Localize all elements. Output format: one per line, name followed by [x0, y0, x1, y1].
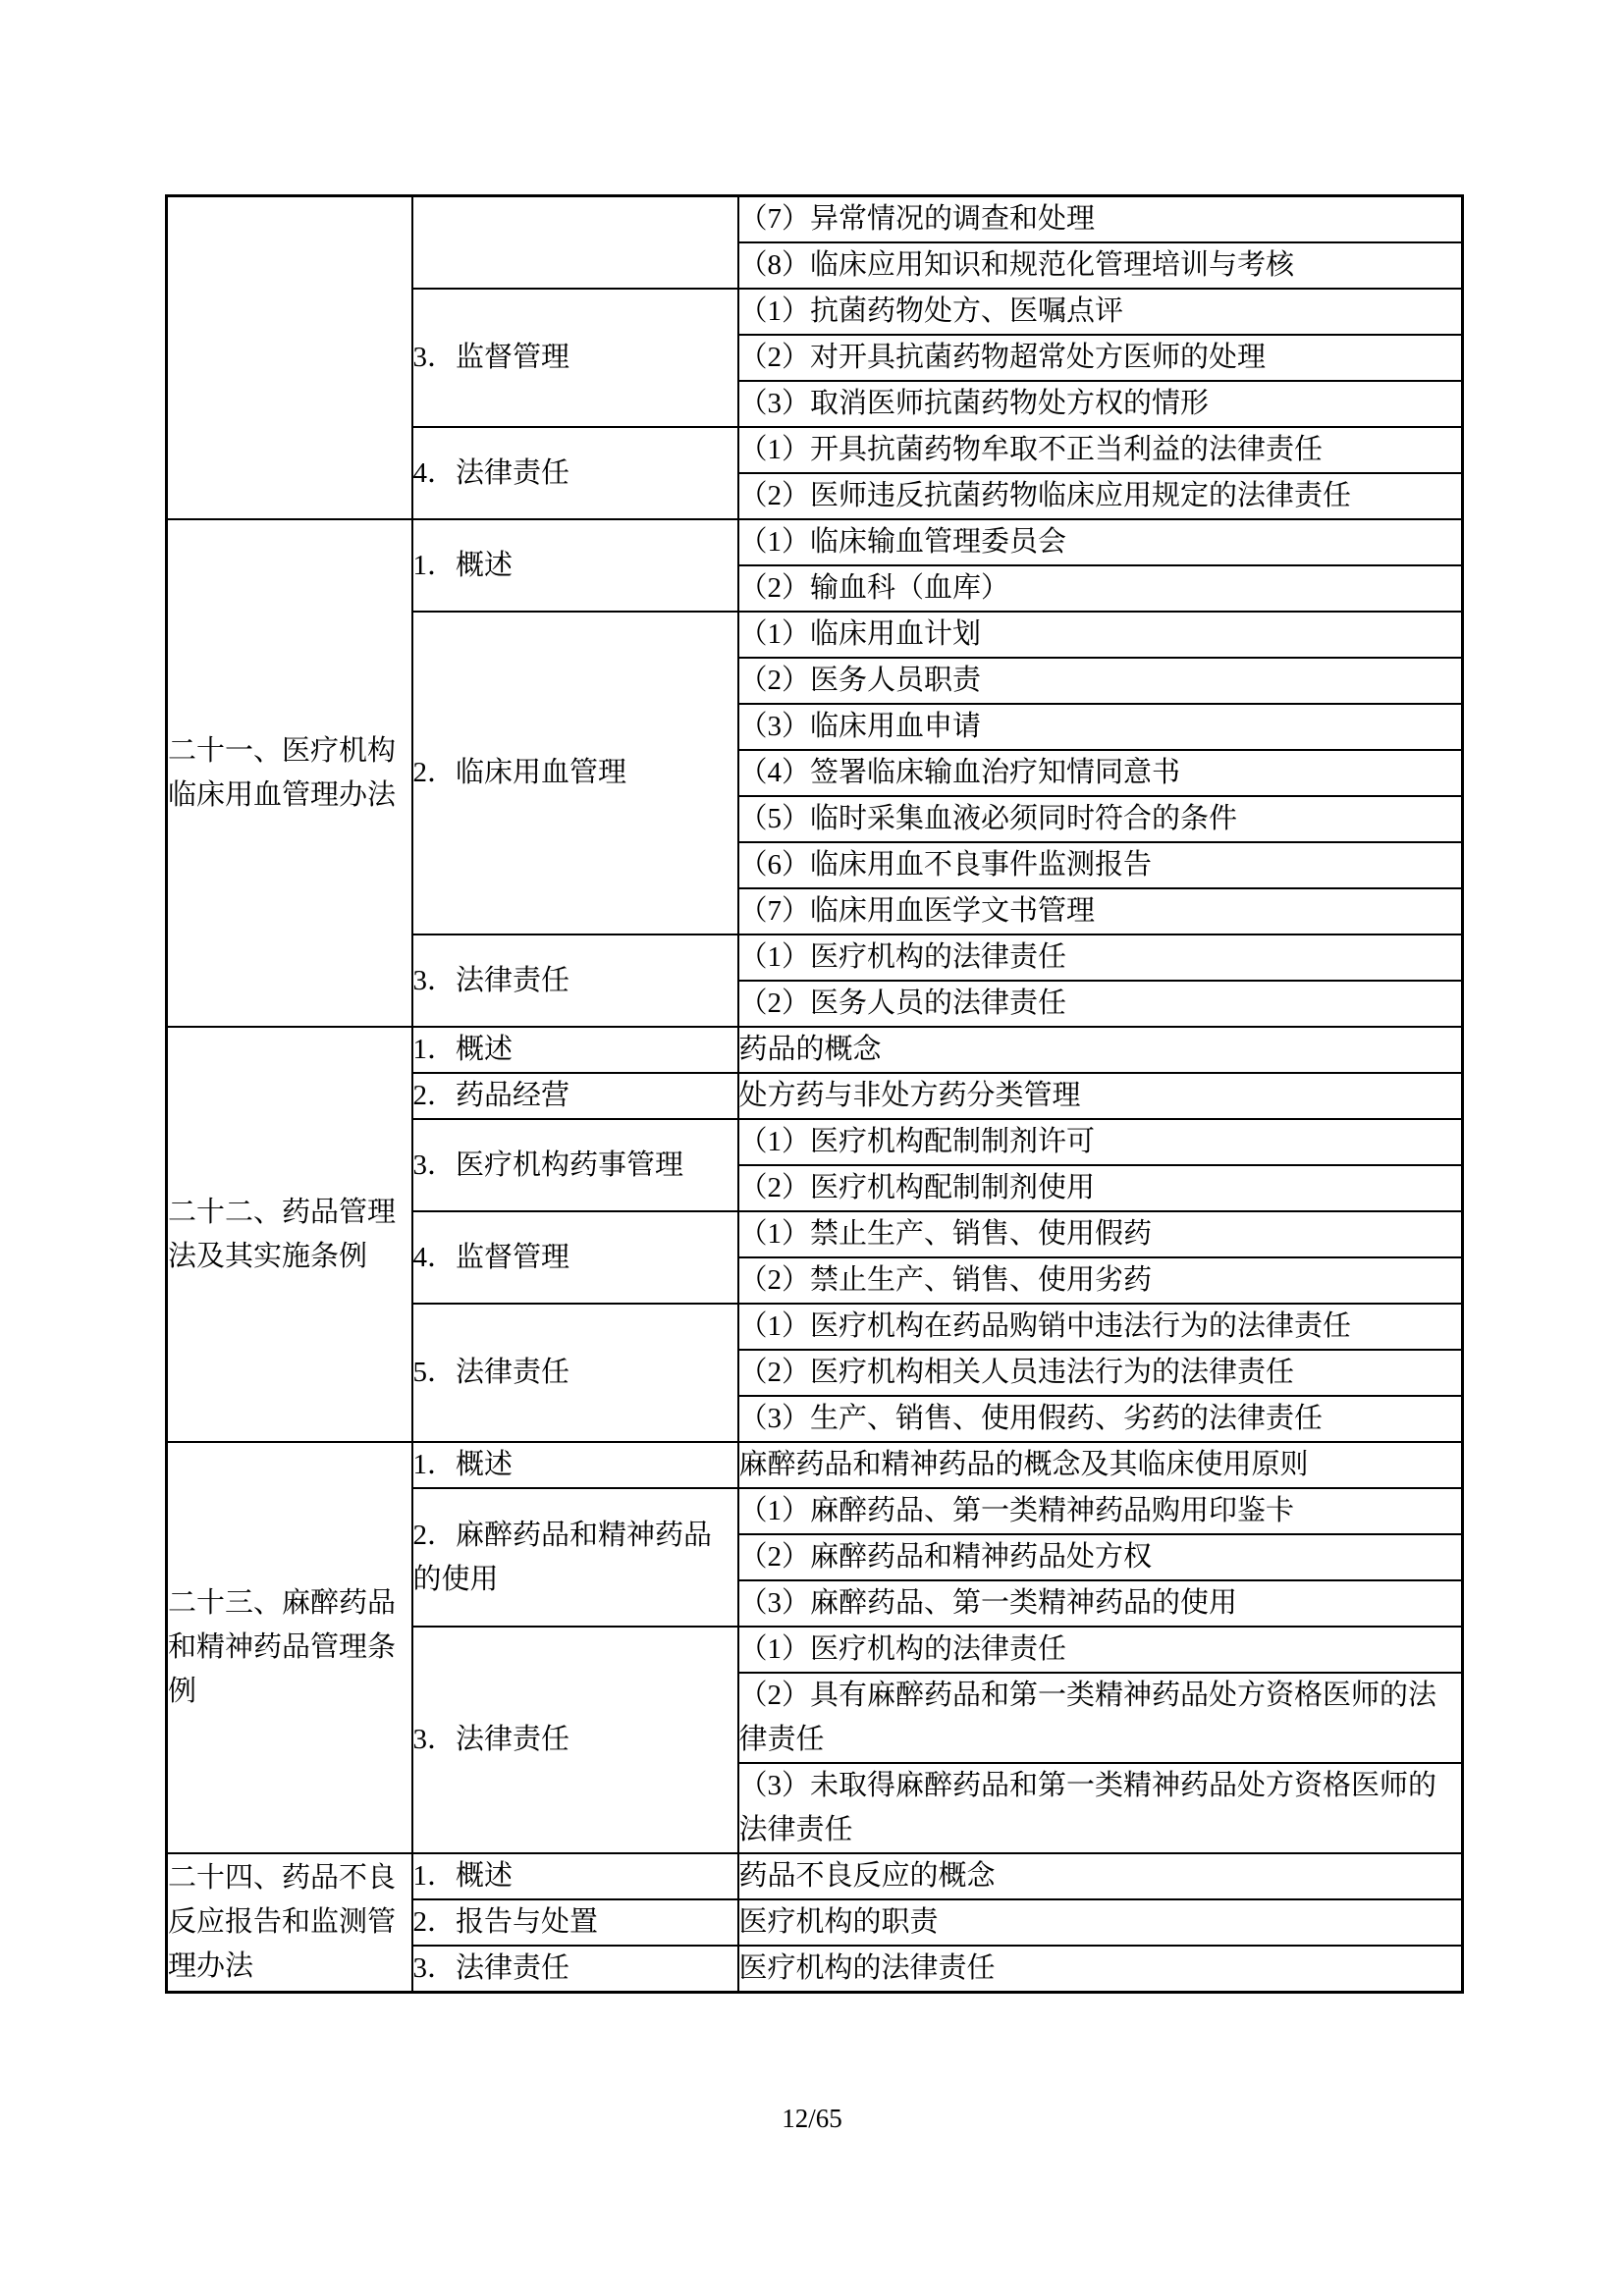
topic-cell: （1）开具抗菌药物牟取不正当利益的法律责任 [738, 427, 1463, 473]
topic-cell: （2）对开具抗菌药物超常处方医师的处理 [738, 335, 1463, 381]
syllabus-table [165, 194, 1464, 1994]
table-row [167, 1027, 1463, 1073]
topic-cell: （2）医疗机构配制制剂使用 [738, 1165, 1463, 1211]
section-cell: 5．法律责任 [412, 1304, 738, 1442]
topic-cell: （5）临时采集血液必须同时符合的条件 [738, 796, 1463, 842]
chapter-cell [167, 196, 412, 520]
topic-cell: （2）禁止生产、销售、使用劣药 [738, 1257, 1463, 1304]
chapter-cell: 二十一、医疗机构临床用血管理办法 [167, 519, 412, 1027]
topic-cell: （2）医师违反抗菌药物临床应用规定的法律责任 [738, 473, 1463, 519]
topic-cell: （2）麻醉药品和精神药品处方权 [738, 1534, 1463, 1580]
topic-cell: （1）临床用血计划 [738, 612, 1463, 658]
topic-cell: （3）临床用血申请 [738, 704, 1463, 750]
topic-cell: （3）生产、销售、使用假药、劣药的法律责任 [738, 1396, 1463, 1442]
section-cell: 3．法律责任 [412, 934, 738, 1027]
topic-cell: 药品的概念 [738, 1027, 1463, 1073]
topic-cell: （2）医务人员职责 [738, 658, 1463, 704]
table-row [167, 519, 1463, 565]
section-cell: 1．概述 [412, 1027, 738, 1073]
section-cell: 2．临床用血管理 [412, 612, 738, 934]
topic-cell: （2）医疗机构相关人员违法行为的法律责任 [738, 1350, 1463, 1396]
topic-cell: （3）未取得麻醉药品和第一类精神药品处方资格医师的法律责任 [738, 1763, 1463, 1853]
table-row [167, 1442, 1463, 1488]
topic-cell: （1）抗菌药物处方、医嘱点评 [738, 289, 1463, 335]
chapter-cell: 二十三、麻醉药品和精神药品管理条例 [167, 1442, 412, 1853]
topic-cell: （1）医疗机构配制制剂许可 [738, 1119, 1463, 1165]
topic-cell: 处方药与非处方药分类管理 [738, 1073, 1463, 1119]
table-row [167, 1853, 1463, 1899]
topic-cell: 医疗机构的职责 [738, 1899, 1463, 1946]
section-cell: 3．监督管理 [412, 289, 738, 427]
topic-cell: （6）临床用血不良事件监测报告 [738, 842, 1463, 888]
section-cell: 4．监督管理 [412, 1211, 738, 1304]
section-cell [412, 196, 738, 290]
topic-cell: （1）医疗机构在药品购销中违法行为的法律责任 [738, 1304, 1463, 1350]
chapter-cell: 二十四、药品不良反应报告和监测管理办法 [167, 1853, 412, 1993]
section-cell: 4．法律责任 [412, 427, 738, 519]
topic-cell: （3）取消医师抗菌药物处方权的情形 [738, 381, 1463, 427]
section-cell: 2．报告与处置 [412, 1899, 738, 1946]
topic-cell: （7）临床用血医学文书管理 [738, 888, 1463, 934]
topic-cell: （1）临床输血管理委员会 [738, 519, 1463, 565]
section-cell: 1．概述 [412, 1853, 738, 1899]
section-cell: 1．概述 [412, 1442, 738, 1488]
topic-cell: （1）麻醉药品、第一类精神药品购用印鉴卡 [738, 1488, 1463, 1534]
topic-cell: （2）输血科（血库） [738, 565, 1463, 612]
section-cell: 2．麻醉药品和精神药品的使用 [412, 1488, 738, 1627]
topic-cell: （2）医务人员的法律责任 [738, 981, 1463, 1027]
section-cell: 3．法律责任 [412, 1627, 738, 1853]
section-cell: 1．概述 [412, 519, 738, 612]
section-cell: 3．法律责任 [412, 1946, 738, 1993]
page-number: 12/65 [782, 2104, 842, 2133]
topic-cell: （1）医疗机构的法律责任 [738, 1627, 1463, 1673]
table-row [167, 196, 1463, 243]
topic-cell: 麻醉药品和精神药品的概念及其临床使用原则 [738, 1442, 1463, 1488]
topic-cell: （8）临床应用知识和规范化管理培训与考核 [738, 242, 1463, 289]
topic-cell: （4）签署临床输血治疗知情同意书 [738, 750, 1463, 796]
topic-cell: 药品不良反应的概念 [738, 1853, 1463, 1899]
topic-cell: （1）禁止生产、销售、使用假药 [738, 1211, 1463, 1257]
topic-cell: （7）异常情况的调查和处理 [738, 196, 1463, 243]
topic-cell: （2）具有麻醉药品和第一类精神药品处方资格医师的法律责任 [738, 1673, 1463, 1763]
topic-cell: 医疗机构的法律责任 [738, 1946, 1463, 1993]
chapter-cell: 二十二、药品管理法及其实施条例 [167, 1027, 412, 1442]
section-cell: 3．医疗机构药事管理 [412, 1119, 738, 1211]
section-cell: 2．药品经营 [412, 1073, 738, 1119]
topic-cell: （3）麻醉药品、第一类精神药品的使用 [738, 1580, 1463, 1627]
topic-cell: （1）医疗机构的法律责任 [738, 934, 1463, 981]
